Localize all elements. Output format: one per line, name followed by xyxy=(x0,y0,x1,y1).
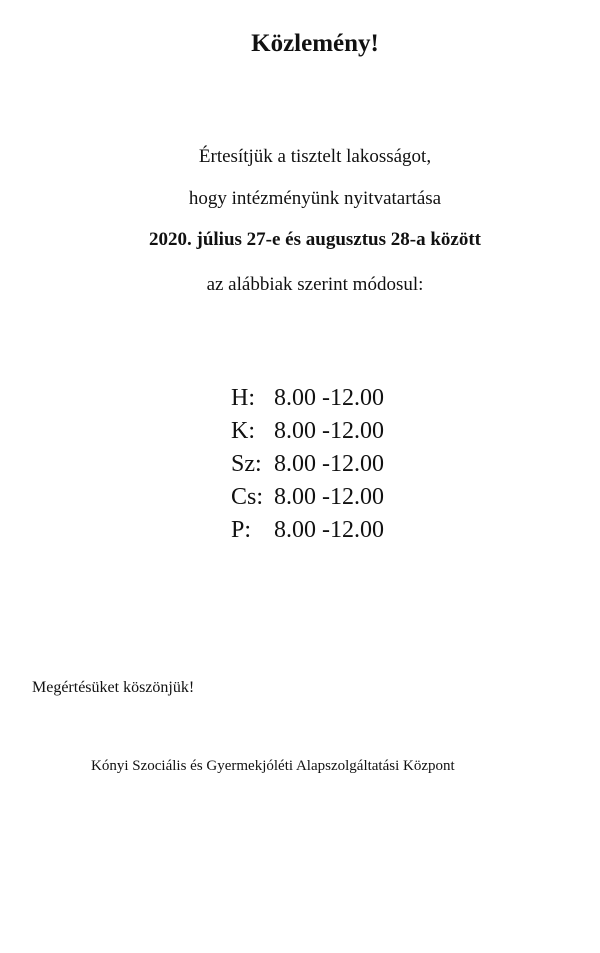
intro-line-4: az alábbiak szerint módosul: xyxy=(206,274,424,295)
schedule-hours: 8.00 -12.00 xyxy=(274,484,384,510)
schedule-day: Sz: xyxy=(231,451,262,477)
schedule-row-friday xyxy=(231,514,384,547)
organization-signature: Kónyi Szociális és Gyermekjóléti Alapszolgáltatási Központ xyxy=(91,758,455,774)
intro-line-2: hogy intézményünk nyitvatartása xyxy=(188,188,442,209)
schedule-day: H: xyxy=(231,385,255,411)
closing-thanks: Megértésüket köszönjük! xyxy=(32,679,195,696)
notice-title: Közlemény! xyxy=(251,30,379,57)
schedule-row-wednesday xyxy=(231,448,384,481)
schedule-day: P: xyxy=(231,517,252,543)
schedule-row-monday xyxy=(231,382,384,415)
schedule-hours: 8.00 -12.00 xyxy=(274,418,384,444)
schedule-day: K: xyxy=(231,418,255,444)
intro-line-1: Értesítjük a tisztelt lakosságot, xyxy=(198,146,432,167)
schedule-hours: 8.00 -12.00 xyxy=(274,385,384,411)
schedule-hours: 8.00 -12.00 xyxy=(274,517,384,543)
date-range-line: 2020. július 27-e és augusztus 28-a között xyxy=(149,229,481,250)
schedule-hours: 8.00 -12.00 xyxy=(274,451,384,477)
schedule-row-tuesday xyxy=(231,415,384,448)
schedule-row-thursday xyxy=(231,481,384,514)
opening-hours-schedule xyxy=(231,382,384,547)
schedule-day: Cs: xyxy=(231,484,264,510)
